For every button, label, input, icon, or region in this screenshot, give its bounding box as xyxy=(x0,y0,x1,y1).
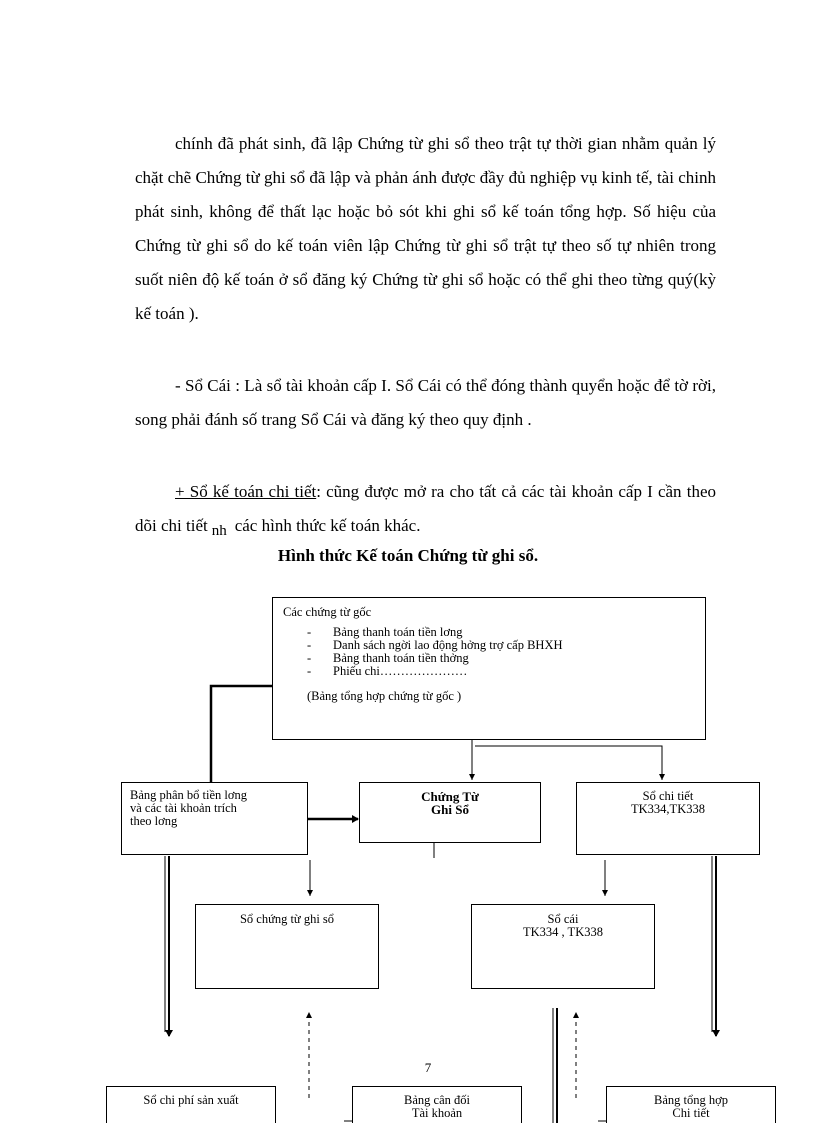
balance-line-2: Tài khoản xyxy=(411,1106,463,1120)
list-item: - Phiếu chi………………… xyxy=(307,665,563,678)
allocation-line-2: và các tài khoản trích xyxy=(130,801,237,815)
diagram-title: Hình thức Kế toán Chứng từ ghi sổ. xyxy=(277,546,539,565)
source-documents-title: Các chứng từ gốc xyxy=(283,605,372,619)
allocation-line-3: theo lơng xyxy=(130,814,178,828)
paragraph-general-ledger: - Sổ Cái : Là sổ tài khoản cấp I. Sổ Cái có thể đóng thành quyển hoặc để tờ rời, song phải đánh số trang Sổ Cái và đăng ký theo quy định . xyxy=(135,376,716,429)
balance-line-1: Bảng cân đối xyxy=(404,1093,470,1107)
register-label: Sổ chứng từ ghi sổ xyxy=(239,912,335,926)
voucher-register-box xyxy=(195,904,379,989)
page-number: 7 xyxy=(424,1060,432,1075)
detail-line-2: TK334,TK338 xyxy=(631,802,705,816)
list-item: - Danh sách ngời lao động hởng trợ cấp BHXH xyxy=(307,639,563,652)
ledger-line-2: TK334 , TK338 xyxy=(523,925,603,939)
general-ledger-box xyxy=(471,904,655,989)
source-documents-list xyxy=(307,626,563,678)
detail-ledger-heading: + Sổ kế toán chi tiết xyxy=(175,482,317,501)
paragraph-detail-ledger: + Sổ kế toán chi tiết: cũng được mở ra cho tất cả các tài khoản cấp I cần theo dõi chi tiết nh các hình thức kế toán khác. xyxy=(135,482,716,539)
arrow-source-to-detail xyxy=(475,746,662,780)
paragraph-voucher-register: chính đã phát sinh, đã lập Chứng từ ghi sổ theo trật tự thời gian nhằm quản lý chặt chẽ Chứng từ ghi sổ đã lập và phản ánh được đầy đủ nghiệp vụ kinh tế, tài chinh phát sinh, không để thất lạc hoặc bỏ sót khi ghi sổ kế toán tổng hợp. Số hiệu của Chứng từ ghi sổ do kế toán viên lập Chứng từ ghi sổ trật tự theo số tự nhiên trong suốt niên độ kế toán ở sổ đăng ký Chứng từ ghi sổ hoặc có thể ghi theo từng quý(kỳ kế toán ). xyxy=(135,134,716,323)
voucher-box xyxy=(359,782,541,843)
ledger-line-1: Sổ cái xyxy=(547,912,579,926)
detail-ledger-box xyxy=(576,782,760,855)
summary-line-2: Chi tiết xyxy=(672,1106,710,1120)
source-documents-summary: (Bảng tổng hợp chứng từ gốc ) xyxy=(307,689,462,703)
source-documents-box xyxy=(272,597,706,740)
production-cost-box xyxy=(106,1086,276,1123)
list-item: - Bảng thanh toán tiền thởng xyxy=(307,652,563,665)
list-item: - Bảng thanh toán tiền lơng xyxy=(307,626,563,639)
allocation-line-1: Bảng phân bổ tiền lơng xyxy=(130,788,248,802)
voucher-line-2: Ghi Sổ xyxy=(431,802,469,817)
subscript-fragment: nh xyxy=(211,523,227,539)
salary-allocation-box xyxy=(121,782,308,855)
trial-balance-box xyxy=(352,1086,522,1123)
cost-label: Sổ chi phí sản xuất xyxy=(143,1093,239,1107)
voucher-line-1: Chứng Từ xyxy=(421,789,479,804)
summary-line-1: Bảng tổng hợp xyxy=(654,1093,728,1107)
detail-summary-box xyxy=(606,1086,776,1123)
detail-line-1: Sổ chi tiết xyxy=(642,789,694,803)
